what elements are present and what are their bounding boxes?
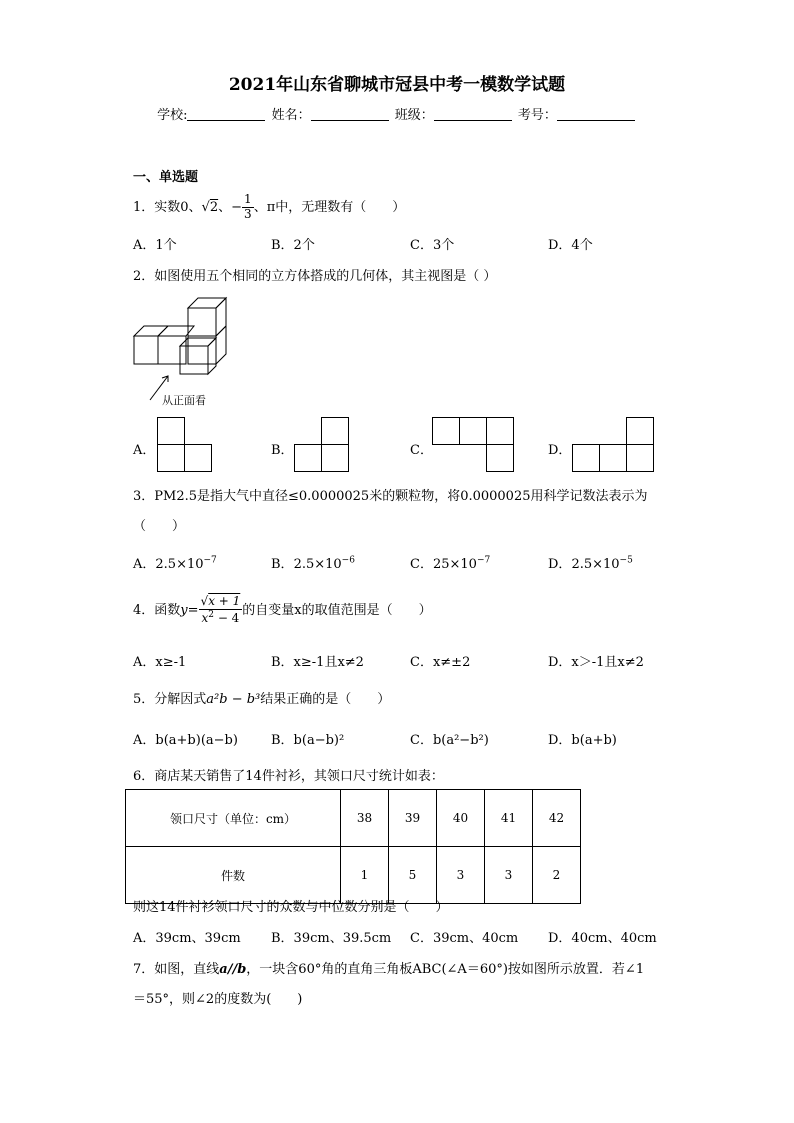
q7-stem xyxy=(133,958,644,977)
q6-stem: 6．商店某天销售了14件衬衫，其领口尺寸统计如表： xyxy=(133,769,444,784)
q5-text-a: 5．分解因式 xyxy=(133,692,207,707)
q5-option-c[interactable]: C．b(a²−b²) xyxy=(410,733,489,748)
student-info-line xyxy=(0,104,794,123)
table-cell: 40 xyxy=(437,790,485,847)
q1-stem xyxy=(133,193,405,222)
q1-frac-den: 3 xyxy=(244,206,252,221)
q6-option-a[interactable]: A．39cm、39cm xyxy=(133,931,241,946)
q4-option-a[interactable]: A．x≥-1 xyxy=(133,655,187,670)
table-header-size: 领口尺寸（单位：cm） xyxy=(126,790,341,847)
table-cell: 3 xyxy=(485,847,533,904)
q2-option-b-figure[interactable] xyxy=(294,417,350,473)
q4-option-b[interactable]: B．x≥-1且x≠2 xyxy=(271,655,364,670)
q4-numerator: √x + 1 xyxy=(200,594,241,608)
q1-option-c[interactable]: C．3个 xyxy=(410,238,455,253)
q2-option-c-label[interactable]: C． xyxy=(410,443,433,458)
q2-option-a-figure[interactable] xyxy=(157,417,213,473)
q6-stem-2: 则这14件衬衫领口尺寸的众数与中位数分别是（ ） xyxy=(133,900,449,915)
q1-sqrt: √2 xyxy=(201,199,219,215)
number-label: 考号： xyxy=(517,108,557,123)
q3-a-mant: 2.5×10 xyxy=(155,557,204,572)
table-cell: 1 xyxy=(341,847,389,904)
q2-option-d-label[interactable]: D． xyxy=(548,443,572,458)
q4-option-c[interactable]: C．x≠±2 xyxy=(410,655,471,670)
q4-num-text: x + 1 xyxy=(208,594,241,608)
table-cell: 39 xyxy=(389,790,437,847)
q2-view-caption: 从正面看 xyxy=(162,394,206,407)
q4-den-b: − 4 xyxy=(214,610,240,625)
q3-d-label: D． xyxy=(548,557,572,572)
page-title: 2021年山东省聊城市冠县中考一模数学试题 xyxy=(228,75,566,95)
q3-c-exp: −7 xyxy=(476,555,491,566)
q6-option-c[interactable]: C．39cm、40cm xyxy=(410,931,519,946)
q1-option-d[interactable]: D．4个 xyxy=(548,238,593,253)
q5-option-a[interactable]: A．b(a+b)(a−b) xyxy=(133,733,238,748)
q4-stem xyxy=(133,595,432,626)
q3-c-mant: 25×10 xyxy=(432,557,477,572)
q4-option-d[interactable]: D．x＞-1且x≠2 xyxy=(548,655,644,670)
table-cell: 42 xyxy=(533,790,581,847)
q4-fraction xyxy=(199,595,243,626)
q3-b-exp: −6 xyxy=(341,555,355,566)
table-header-count: 件数 xyxy=(126,847,341,904)
q1-sqrt-arg: 2 xyxy=(209,199,219,215)
q3-d-mant: 2.5×10 xyxy=(571,557,620,572)
q3-b-mant: 2.5×10 xyxy=(293,557,342,572)
q1-option-a[interactable]: A．1个 xyxy=(133,238,177,253)
q3-option-c[interactable] xyxy=(410,553,490,572)
q5-stem xyxy=(133,688,390,707)
table-row xyxy=(126,790,581,847)
q6-option-d[interactable]: D．40cm、40cm xyxy=(548,931,657,946)
q1-text-b: 、π中，无理数有（ ） xyxy=(253,199,406,215)
name-label: 姓名： xyxy=(271,108,311,123)
q5-text-b: 结果正确的是（ ） xyxy=(260,692,391,707)
q4-y: y= xyxy=(180,602,199,618)
table-row xyxy=(126,847,581,904)
table-cell: 3 xyxy=(437,847,485,904)
q5-expr: a²b − b³ xyxy=(206,692,261,707)
q4-text-b: 的自变量x的取值范围是（ ） xyxy=(242,602,432,618)
q2-option-c-figure[interactable] xyxy=(432,417,516,473)
q1-text-a: 1．实数0、 xyxy=(133,199,202,215)
q3-option-b[interactable] xyxy=(271,553,355,572)
q2-stem: 2．如图使用五个相同的立方体搭成的几何体，其主视图是（ ） xyxy=(133,269,497,284)
table-cell: 41 xyxy=(485,790,533,847)
q7-ab: a//b xyxy=(219,962,247,977)
q3-a-label: A． xyxy=(133,557,156,572)
class-blank[interactable] xyxy=(434,108,512,121)
q2-option-d-figure[interactable] xyxy=(572,417,656,473)
number-blank[interactable] xyxy=(557,108,635,121)
school-label: 学校: xyxy=(157,108,188,123)
q5-option-d[interactable]: D．b(a+b) xyxy=(548,733,617,748)
q5-option-b[interactable]: B．b(a−b)² xyxy=(271,733,345,748)
q4-denominator xyxy=(199,610,243,626)
q2-option-a-label[interactable]: A． xyxy=(133,443,156,458)
q3-a-exp: −7 xyxy=(203,555,217,566)
q3-b-label: B． xyxy=(271,557,294,572)
q7-text-b: ，一块含60°角的直角三角板ABC(∠A＝60°)按如图所示放置．若∠1 xyxy=(246,962,645,977)
name-blank[interactable] xyxy=(311,108,389,121)
q4-text-a: 4．函数 xyxy=(133,602,181,618)
q7-stem-2: ＝55°，则∠2的度数为( ) xyxy=(133,992,303,1007)
q1-neg: − xyxy=(231,199,243,215)
class-label: 班级： xyxy=(394,108,434,123)
q4-den-exp: 2 xyxy=(208,609,214,620)
table-cell: 5 xyxy=(389,847,437,904)
q3-stem-paren: （ ） xyxy=(133,519,186,534)
q7-text-a: 7．如图，直线 xyxy=(133,962,220,977)
q3-option-a[interactable] xyxy=(133,553,217,572)
q1-frac-num: 1 xyxy=(244,192,252,206)
q2-option-b-label[interactable]: B． xyxy=(271,443,294,458)
q6-collar-size-table xyxy=(125,789,581,904)
q4-den-x: x xyxy=(201,610,209,625)
q3-d-exp: −5 xyxy=(619,555,633,566)
q1-option-b[interactable]: B．2个 xyxy=(271,238,315,253)
q3-option-d[interactable] xyxy=(548,553,633,572)
table-cell: 2 xyxy=(533,847,581,904)
section-heading: 一、单选题 xyxy=(133,170,199,185)
q3-c-label: C． xyxy=(410,557,433,572)
q3-stem: 3．PM2.5是指大气中直径≤0.0000025米的颗粒物，将0.0000025用科学记数法表示为 xyxy=(133,489,648,504)
table-cell: 38 xyxy=(341,790,389,847)
q1-sep: 、 xyxy=(218,199,232,215)
q6-option-b[interactable]: B．39cm、39.5cm xyxy=(271,931,392,946)
school-blank[interactable] xyxy=(187,108,265,121)
q1-fraction xyxy=(242,193,254,222)
